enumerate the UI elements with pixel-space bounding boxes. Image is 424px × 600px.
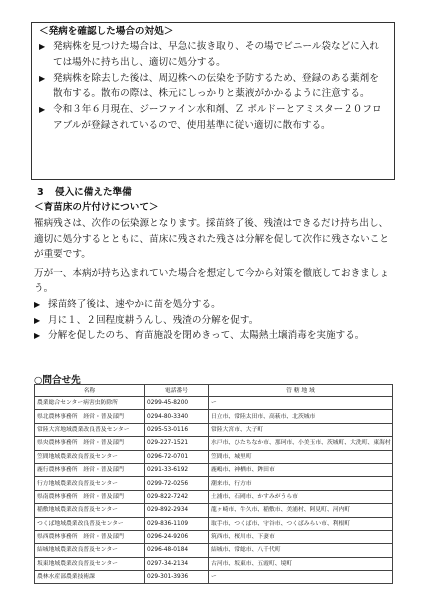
phone-cell: 029-227-1521 [145,437,209,450]
section-bullet-text: 分解を促したのち、育苗施設を閉めきって、太陽熱土壌消毒を実施する。 [48,330,365,342]
area-cell: ー [209,397,393,410]
phone-cell: 0296-48-0184 [145,544,209,557]
box-bullet-text: 令和３年６月現在、ジーファイン水和剤、Ｚ ボルドーとアミスター２０フロアブルが登録されているので、使用基準に従い適切に散布する。 [53,104,382,131]
area-cell: 水戸市、ひたちなか市、那珂市、小美玉市、茨城町、大洗町、東海村 [209,437,393,450]
phone-cell: 0296-72-0701 [145,450,209,463]
box-bullet [39,71,388,103]
table-row [35,477,393,490]
triangle-bullet-icon: ▶ [39,105,46,115]
office-name-cell: 県央農林事務所 経営・普及部門 [35,437,145,450]
office-name-cell: 県南農林事務所 経営・普及部門 [35,490,145,503]
table-row [35,571,393,584]
phone-cell: 029-822-7242 [145,490,209,503]
area-cell: 笠間市、城里町 [209,450,393,463]
box-bullet [39,102,388,134]
phone-cell: 0299-45-8200 [145,397,209,410]
triangle-bullet-icon: ▶ [34,299,41,309]
table-row [35,423,393,436]
disease-response-box [31,22,395,180]
section-bullet [34,297,396,313]
table-row [35,397,393,410]
phone-cell: 0299-72-0256 [145,477,209,490]
triangle-bullet-icon: ▶ [39,73,46,83]
phone-cell: 0297-34-2134 [145,557,209,570]
office-name-cell: 結城地域農業改良普及センター [35,544,145,557]
phone-cell: 029-892-2934 [145,504,209,517]
area-cell: 日立市、常陸太田市、高萩市、北茨城市 [209,410,393,423]
area-cell: 潮来市、行方市 [209,477,393,490]
table-row [35,544,393,557]
section-bullet [34,328,396,344]
section-title: 侵入に備えた準備 [55,187,132,198]
office-name-cell: 坂東地域農業改良普及センター [35,557,145,570]
section-paragraph: 万が一、本病が持ち込まれていた場合を想定して今から対策を徹底しておきましょう。 [34,267,389,295]
section-paragraph: 罹病残さは、次作の伝染源となります。採苗終了後、残渣はできるだけ持ち出し、適切に処分するとともに、苗床に残された残さは分解を促して次作に残さないことが重要です。 [34,218,389,261]
phone-cell: 0295-53-0116 [145,423,209,436]
triangle-bullet-icon: ▶ [39,42,46,51]
office-name-cell: 県西農林事務所 経営・普及部門 [35,530,145,543]
office-name-cell: 農業総合センター病害虫防除所 [35,397,145,410]
office-name-cell: 稲敷地域農業改良普及センター [35,504,145,517]
table-row [35,437,393,450]
office-name-cell: 鹿行農林事務所 経営・普及部門 [35,463,145,476]
box-bullet-text: 発病株を除去した後は、周辺株への伝染を予防するため、登録のある薬剤を散布する。散布の際は、株元にしっかりと薬液がかかるように注意する。 [53,72,379,100]
phone-cell: 0291-33-6192 [145,463,209,476]
section-bullet [34,313,396,329]
section-subtitle: ＜育苗床の片付けについて＞ [34,202,159,213]
office-name-cell: 常陸大宮地域農業改良普及センター [35,423,145,436]
table-row [35,557,393,570]
area-cell: 古河市、坂東市、五霞町、境町 [209,557,393,570]
section-bullet-text: 採苗終了後は、速やかに苗を処分する。 [48,298,221,310]
table-row [35,504,393,517]
header-area: 管 轄 地 域 [209,385,393,397]
table-row [35,490,393,503]
office-name-cell: 県北農林事務所 経営・普及部門 [35,410,145,423]
table-row [35,450,393,463]
table-row [35,410,393,423]
box-bullet-text: 発病株を見つけた場合は、早急に抜き取り、その場でビニール袋などに入れては場外に持ち出し、適切に処分する。 [53,41,379,68]
phone-cell: 0294-80-3340 [145,410,209,423]
header-name: 名称 [35,385,145,397]
preparation-section [34,185,396,344]
triangle-bullet-icon: ▶ [34,315,41,325]
area-cell: ー [209,571,393,584]
area-cell: 筑西市、桜川市、下妻市 [209,530,393,543]
table-header-row [35,385,393,397]
area-cell: 常陸大宮市、大子町 [209,423,393,436]
section-bullet-text: 月に１、２回程度耕うんし、残渣の分解を促す。 [48,314,259,326]
phone-cell: 0296-24-9206 [145,530,209,543]
office-name-cell: 行方地域農業改良普及センター [35,477,145,490]
header-phone: 電話番号 [145,385,209,397]
area-cell: 鹿嶋市、神栖市、鉾田市 [209,463,393,476]
phone-cell: 029-836-1109 [145,517,209,530]
table-row [35,530,393,543]
section-number: 3 [37,187,44,198]
triangle-bullet-icon: ▶ [34,331,41,341]
office-name-cell: 笠間地域農業改良普及センター [35,450,145,463]
table-row [35,517,393,530]
area-cell: 結城市、常総市、八千代町 [209,544,393,557]
table-row [35,463,393,476]
area-cell: 取手市、つくば市、守谷市、つくばみらい市、利根町 [209,517,393,530]
phone-cell: 029-301-3936 [145,571,209,584]
area-cell: 龍ヶ崎市、牛久市、稲敷市、美浦村、阿見町、河内町 [209,504,393,517]
section-heading [34,185,396,200]
contact-table [34,384,393,584]
office-name-cell: 農林水産部農業技術課 [35,571,145,584]
box-bullet [39,39,388,71]
contact-title: ○問合せ先 [34,375,81,386]
area-cell: 土浦市、石岡市、かすみがうら市 [209,490,393,503]
office-name-cell: つくば地域農業改良普及センター [35,517,145,530]
box-title: ＜発病を確認した場合の対処＞ [39,26,174,37]
